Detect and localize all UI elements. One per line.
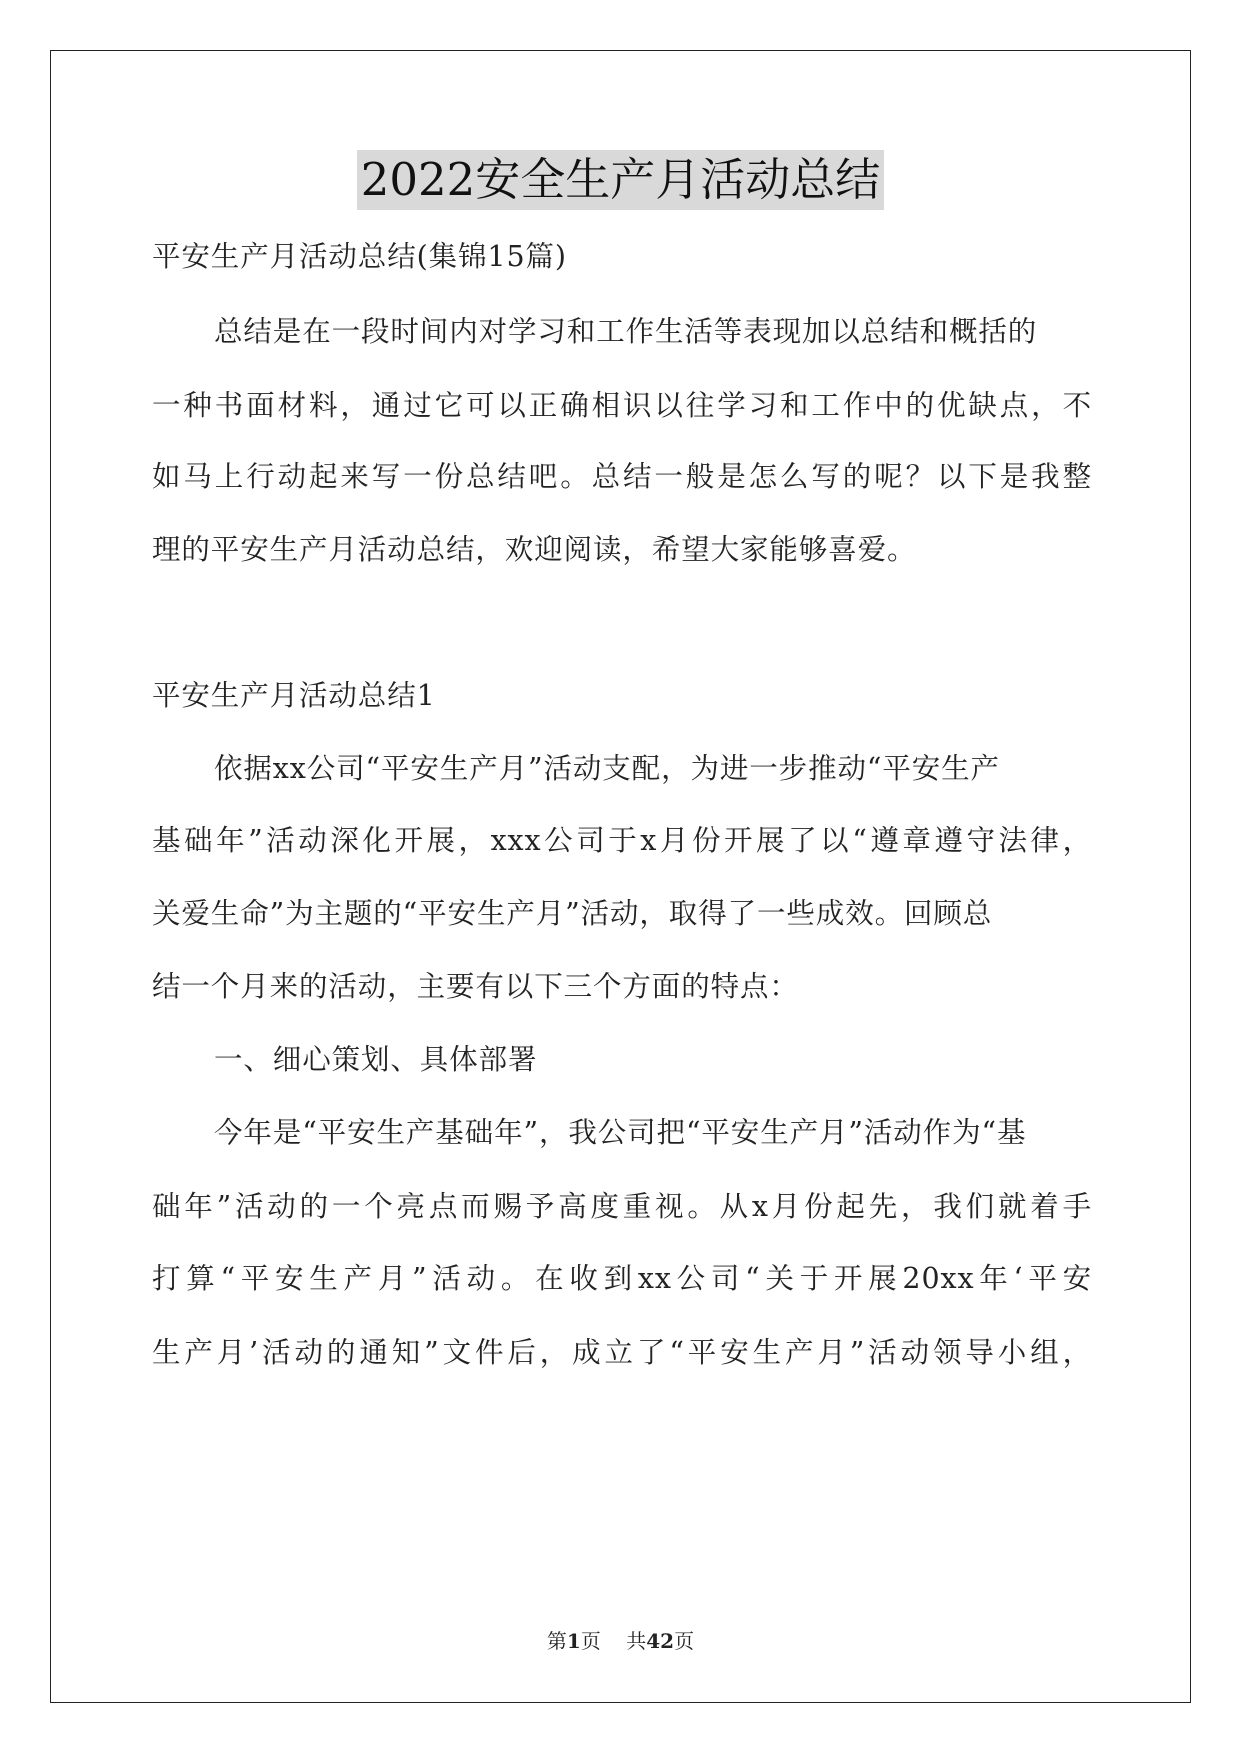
page-number: 1 [566,1629,581,1653]
page-footer [0,1627,1241,1655]
page-border [50,50,1191,1703]
para2-line-2: 础年”活动的一个亮点而赐予高度重视。从x月份起先，我们就着手 [152,1190,1092,1223]
para2-line-3: 打算“平安生产月”活动。在收到xx公司“关于开展20xx年‘平安 [152,1262,1092,1295]
footer-prefix: 第 [546,1629,567,1653]
para1-line-2: 基础年”活动深化开展，xxx公司于x月份开展了以“遵章遵守法律， [152,824,1092,857]
para2-line-4: 生产月’活动的通知”文件后，成立了“平安生产月”活动领导小组， [152,1336,1092,1369]
para1-line-3: 关爱生命”为主题的“平安生产月”活动，取得了一些成效。回顾总 [152,897,993,930]
document-subtitle: 平安生产月活动总结(集锦15篇) [152,240,567,273]
title-container [0,150,1241,210]
document-title: 2022安全生产月活动总结 [357,150,885,210]
intro-line-3: 如马上行动起来写一份总结吧。总结一般是怎么写的呢？以下是我整 [152,460,1092,493]
footer-page-suffix: 页 [580,1629,601,1653]
intro-line-4: 理的平安生产月活动总结，欢迎阅读，希望大家能够喜爱。 [152,533,917,566]
section-heading: 平安生产月活动总结1 [152,679,436,712]
total-pages: 42 [646,1629,675,1653]
footer-total-suffix: 页 [674,1629,695,1653]
para1-line-4: 结一个月来的活动，主要有以下三个方面的特点： [152,970,799,1003]
footer-total-prefix: 共 [626,1629,647,1653]
para1-line-1: 依据xx公司“平安生产月”活动支配，为进一步推动“平安生产 [214,752,1000,785]
para2-line-1: 今年是“平安生产基础年”，我公司把“平安生产月”活动作为“基 [214,1116,1027,1149]
intro-line-2: 一种书面材料，通过它可以正确相识以往学习和工作中的优缺点，不 [152,389,1092,422]
point1-heading: 一、细心策划、具体部署 [214,1043,538,1076]
intro-line-1: 总结是在一段时间内对学习和工作生活等表现加以总结和概括的 [214,315,1038,348]
